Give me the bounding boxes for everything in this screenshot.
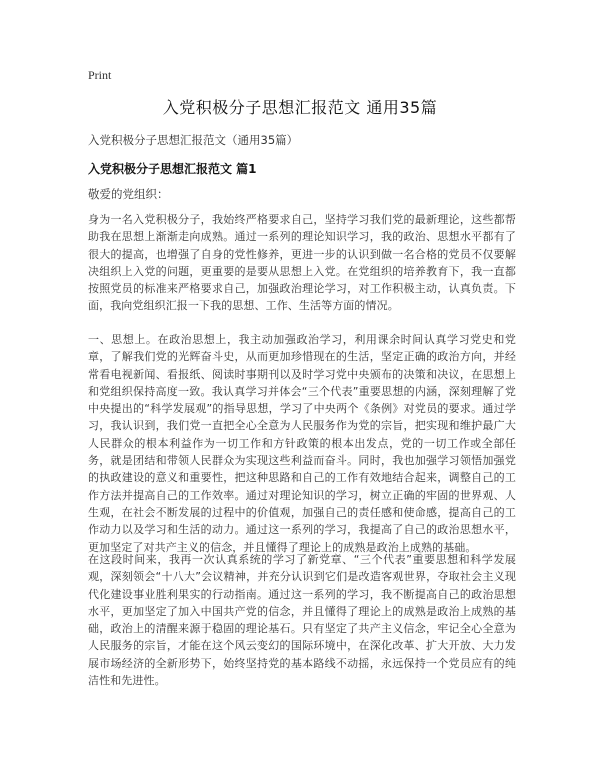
document-title: 入党积极分子思想汇报范文 通用35篇	[162, 98, 438, 117]
section-heading: 入党积极分子思想汇报范文 篇1	[88, 162, 257, 176]
body-paragraph: 身为一名入党积极分子，我始终严格要求自己，坚持学习我们党的最新理论，这些都帮助我在思想上渐渐走向成熟。通过一系列的理论知识学习，我的政治、思想水平都有了很大的提高，也增强了自身的党性修养，更进一步的认识到做一名合格的党员不仅要解决组织上入党的问题，更重要的是要从思想上入党。在党组织的培养教育下，我一直都按照党员的标准来严格要求自己，加强政治理论学习，对工作积极主动，认真负责。下面，我向党组织汇报一下我的思想、工作、生活等方面的情况。	[88, 213, 516, 313]
body-paragraph: 一、思想上。在政治思想上，我主动加强政治学习，利用课余时间认真学习党史和党章，了解我们党的光辉奋斗史，从而更加珍惜现在的生活，坚定正确的政治方向，并经常看电视新闻、看报纸、阅读时事期刊以及时学习党中央颁布的决策和决议，在思想上和党组织保持高度一致。我认真学习并体会“三个代表”重要思想的内涵，深刻理解了党中央提出的“科学发展观”的指导思想，学习了中央两个《条例》对党员的要求。通过学习，我认识到，我们党一直把全心全意为人民服务作为党的宗旨，把实现和维护最广大人民群众的根本利益作为一切工作和方针政策的根本出发点，党的一切工作或全部任务，就是团结和带领人民群众为实现这些利益而奋斗。同时，我也加强学习领悟加强党的执政建设的意义和重要性，把这种思路和自己的工作有效地结合起来，调整自己的工作方法并提高自己的工作效率。通过对理论知识的学习，树立正确的牢固的世界观、人生观，在社会不断发展的过程中的价值观，加强自己的责任感和使命感，提高自己的工作动力以及学习和生活的动力。通过这一系列的学习，我提高了自己的政治思想水平，更加坚定了对共产主义的信念，并且懂得了理论上的成熟是政治上成熟的基础。	[88, 333, 516, 554]
print-link[interactable]: Print	[88, 68, 112, 82]
salutation: 敬爱的党组织：	[88, 187, 169, 201]
body-paragraph: 在这段时间来，我再一次认真系统的学习了新党章、“三个代表”重要思想和科学发展观，深刻领会“十八大”会议精神，并充分认识到它们是改造客观世界，夺取社会主义现代化建设事业胜利果实的行动指南。通过这一系列的学习，我不断提高自己的政治思想水平，更加坚定了加入中国共产党的信念，并且懂得了理论上的成熟是政治上成熟的基础，政治上的清醒来源于稳固的理论基石。只有坚定了共产主义信念，牢记全心全意为人民服务的宗旨，才能在这个风云变幻的国际环境中，在深化改革、扩大开放、大力发展市场经济的全新形势下，始终坚持党的基本路线不动摇，永远保持一个党员应有的纯洁性和先进性。	[88, 553, 516, 688]
document-subtitle: 入党积极分子思想汇报范文（通用35篇）	[88, 133, 299, 147]
